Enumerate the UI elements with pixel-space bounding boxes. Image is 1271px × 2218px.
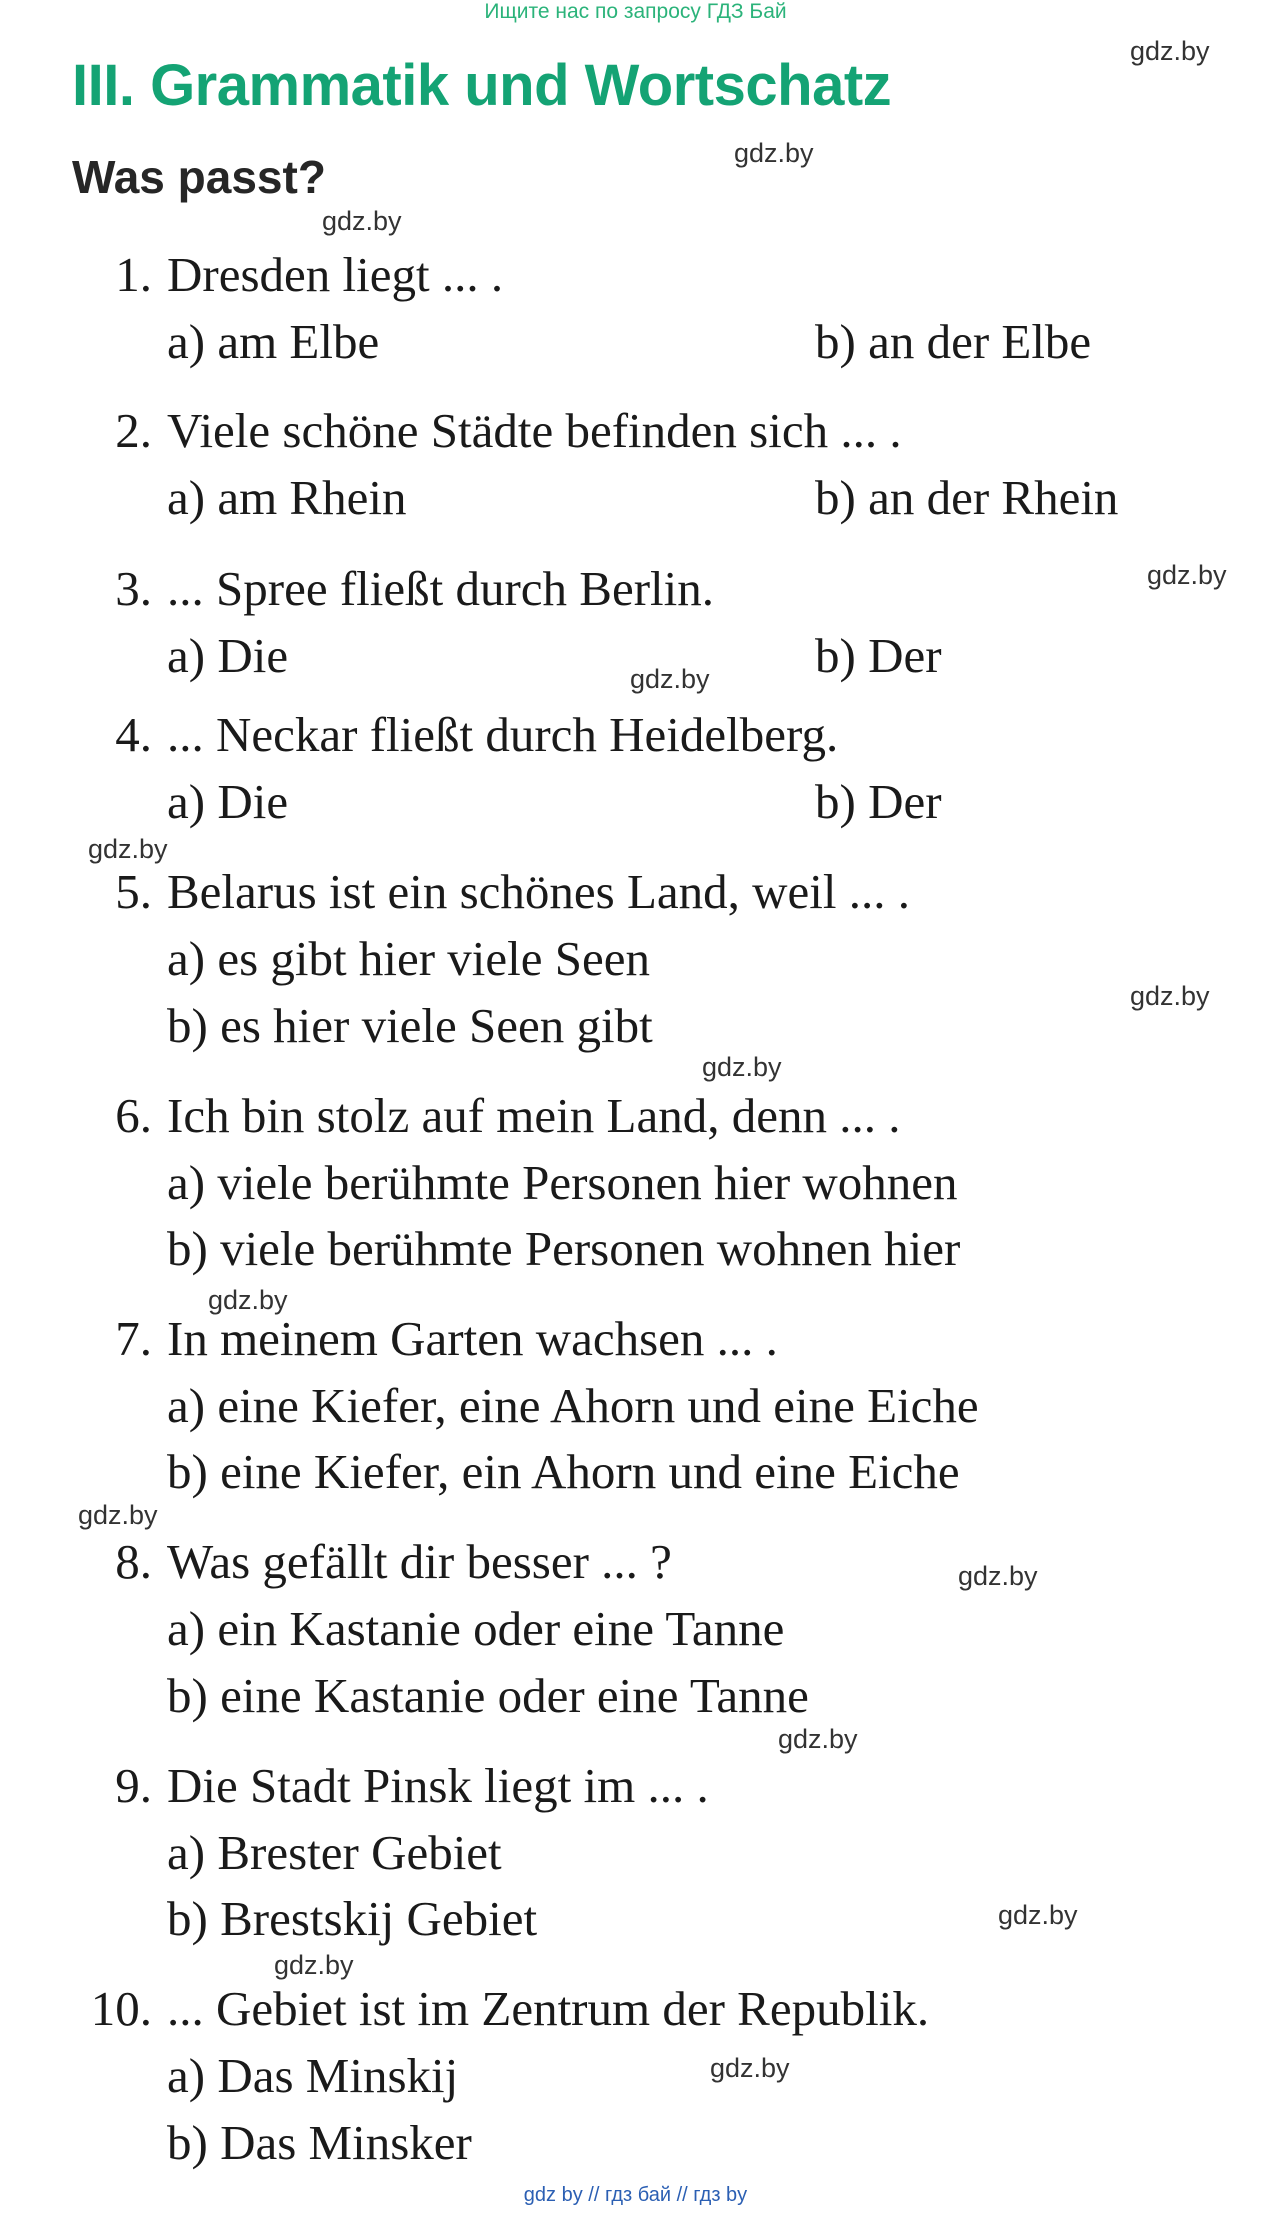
option-a: a) Das Minskij bbox=[167, 2048, 459, 2103]
question-number: 1. bbox=[115, 247, 152, 302]
watermark: gdz.by bbox=[78, 1500, 158, 1530]
question-text: ... Gebiet ist im Zentrum der Republik. bbox=[167, 1981, 930, 2036]
watermark: gdz.by bbox=[1130, 36, 1210, 66]
top-banner: Ищите нас по запросу ГДЗ Бай bbox=[484, 0, 787, 23]
watermark: gdz.by bbox=[958, 1561, 1038, 1591]
watermark: gdz.by bbox=[710, 2053, 790, 2083]
option-b: b) Der bbox=[815, 628, 942, 683]
watermark: gdz.by bbox=[208, 1285, 288, 1315]
watermark: gdz.by bbox=[778, 1724, 858, 1754]
question-text: Belarus ist ein schönes Land, weil ... . bbox=[167, 864, 911, 919]
question-text: ... Spree fließt durch Berlin. bbox=[167, 561, 715, 616]
exercise-subtitle: Was passt? bbox=[72, 151, 326, 203]
question-number: 10. bbox=[90, 1981, 152, 2036]
watermark: gdz.by bbox=[734, 138, 814, 168]
watermark: gdz.by bbox=[1130, 981, 1210, 1011]
option-b: b) es hier viele Seen gibt bbox=[167, 998, 653, 1053]
footer: gdz by // гдз бай // гдз by bbox=[523, 2184, 748, 2206]
question-number: 3. bbox=[115, 561, 152, 616]
watermark: gdz.by bbox=[630, 664, 710, 694]
question-number: 9. bbox=[115, 1758, 152, 1813]
option-b: b) Brestskij Gebiet bbox=[167, 1891, 538, 1946]
watermark: gdz.by bbox=[1147, 560, 1227, 590]
option-a: a) eine Kiefer, eine Ahorn und eine Eiche bbox=[167, 1378, 979, 1433]
option-a: a) am Rhein bbox=[167, 470, 407, 525]
question-text: Die Stadt Pinsk liegt im ... . bbox=[167, 1758, 709, 1813]
option-b: b) Der bbox=[815, 774, 942, 829]
option-a: a) es gibt hier viele Seen bbox=[167, 931, 651, 986]
watermark: gdz.by bbox=[88, 834, 168, 864]
question-text: In meinem Garten wachsen ... . bbox=[167, 1311, 778, 1366]
question-text: Ich bin stolz auf mein Land, denn ... . bbox=[167, 1088, 901, 1143]
watermark: gdz.by bbox=[998, 1900, 1078, 1930]
question-number: 8. bbox=[115, 1534, 152, 1589]
option-a: a) viele berühmte Personen hier wohnen bbox=[167, 1155, 958, 1210]
option-b: b) eine Kiefer, ein Ahorn und eine Eiche bbox=[167, 1444, 960, 1499]
option-b: b) an der Elbe bbox=[815, 314, 1092, 369]
option-a: a) am Elbe bbox=[167, 314, 380, 369]
watermark: gdz.by bbox=[702, 1052, 782, 1082]
question-number: 6. bbox=[115, 1088, 152, 1143]
question-text: Viele schöne Städte befinden sich ... . bbox=[167, 403, 902, 458]
option-b: b) Das Minsker bbox=[167, 2115, 472, 2170]
question-number: 4. bbox=[115, 707, 152, 762]
question-text: Dresden liegt ... . bbox=[167, 247, 504, 302]
option-a: a) Brester Gebiet bbox=[167, 1825, 502, 1880]
option-a: a) ein Kastanie oder eine Tanne bbox=[167, 1601, 785, 1656]
option-b: b) viele berühmte Personen wohnen hier bbox=[167, 1221, 961, 1276]
watermark: gdz.by bbox=[274, 1950, 354, 1980]
option-b: b) eine Kastanie oder eine Tanne bbox=[167, 1668, 809, 1723]
question-text: ... Neckar fließt durch Heidelberg. bbox=[167, 707, 839, 762]
question-number: 2. bbox=[115, 403, 152, 458]
watermark: gdz.by bbox=[322, 206, 402, 236]
option-a: a) Die bbox=[167, 628, 289, 683]
option-b: b) an der Rhein bbox=[815, 470, 1119, 525]
section-title: III. Grammatik und Wortschatz bbox=[72, 53, 892, 118]
question-text: Was gefällt dir besser ... ? bbox=[167, 1534, 672, 1589]
option-a: a) Die bbox=[167, 774, 289, 829]
question-number: 5. bbox=[115, 864, 152, 919]
question-number: 7. bbox=[115, 1311, 152, 1366]
